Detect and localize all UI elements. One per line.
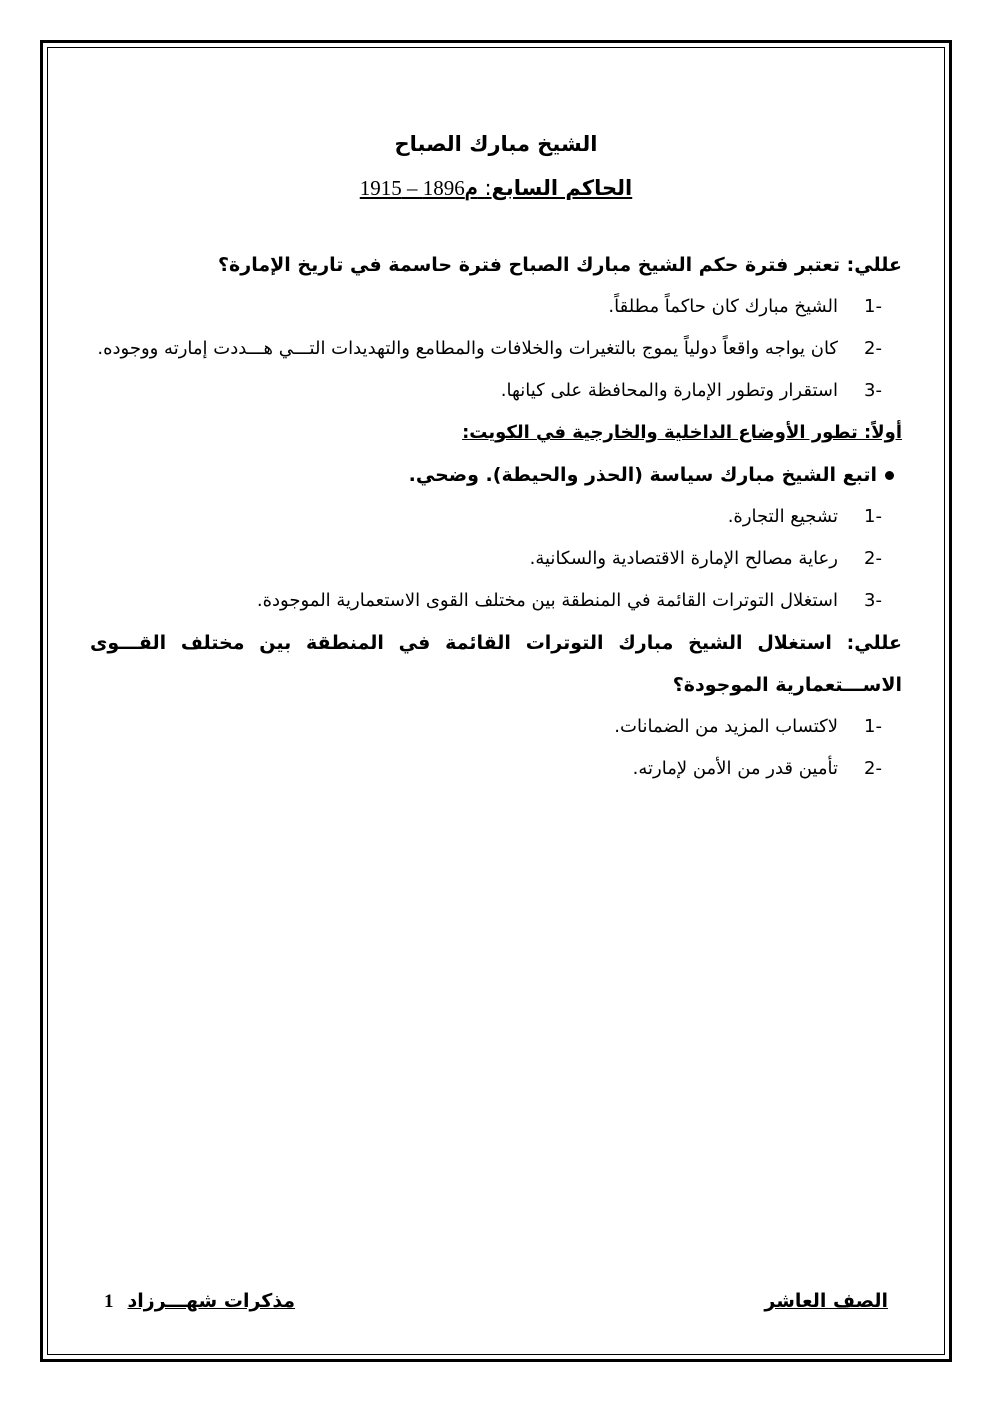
answers-list-2 (90, 496, 902, 622)
bullet-text: اتبع الشيخ مبارك سياسة (الحذر والحيطة). وضحي. (408, 464, 877, 486)
ruler-subtitle (90, 168, 902, 208)
page-number: 1 (104, 1291, 114, 1312)
list-item (90, 748, 902, 790)
subtitle-label: الحاكم السابع (491, 176, 633, 200)
list-item-number: 3- (864, 380, 882, 401)
list-item-text: رعاية مصالح الإمارة الاقتصادية والسكانية. (529, 548, 838, 569)
footer-brand: مذكرات شهـــرزاد (127, 1290, 296, 1312)
year-dash: – (407, 176, 418, 200)
answers-list-1 (90, 286, 902, 412)
footer-grade: الصف العاشر (764, 1290, 888, 1312)
start-suffix: م (464, 176, 478, 200)
list-item (90, 370, 902, 412)
list-item-text: الشيخ مبارك كان حاكماً مطلقاً. (608, 296, 838, 317)
list-item (90, 286, 902, 328)
reign-years (360, 176, 478, 200)
section-heading-1: أولاً: تطور الأوضاع الداخلية والخارجية في الكويت: (462, 422, 902, 443)
list-item (90, 538, 902, 580)
start-year: 1896 (422, 176, 465, 200)
footer-brand-block (104, 1290, 295, 1313)
list-item-number: 1- (864, 296, 882, 317)
list-item (90, 496, 902, 538)
answers-list-3 (90, 706, 902, 790)
list-item-number: 3- (864, 590, 882, 611)
list-item-number: 2- (864, 548, 882, 569)
page-title: الشيخ مبارك الصباح (394, 132, 598, 156)
list-item-text: استقرار وتطور الإمارة والمحافظة على كيانها. (500, 380, 838, 401)
list-item-text: كان يواجه واقعاً دولياً يموج بالتغيرات والخلافات والمطامع والتهديدات التـــي هـــددت إمارته ووجوده. (97, 338, 838, 359)
list-item-number: 1- (864, 506, 882, 527)
bullet-question (90, 454, 902, 496)
list-item-text: تشجيع التجارة. (727, 506, 838, 527)
list-item (90, 580, 902, 622)
subtitle-colon: : (484, 176, 492, 200)
list-item-number: 1- (864, 716, 882, 737)
bullet-dot-icon (885, 471, 894, 480)
question-1: عللي: تعتبر فترة حكم الشيخ مبارك الصباح فترة حاسمة في تاريخ الإمارة؟ (218, 254, 902, 276)
end-year: 1915 (359, 176, 402, 200)
document-body (90, 120, 902, 790)
list-item (90, 328, 902, 370)
question-2: عللي: استغلال الشيخ مبارك التوترات القائمة في المنطقة بين مختلف القـــوى الاســـتعمارية الموجودة؟ (90, 632, 902, 696)
list-item-number: 2- (864, 338, 882, 359)
list-item-text: تأمين قدر من الأمن لإمارته. (632, 758, 838, 779)
list-item-text: استغلال التوترات القائمة في المنطقة بين مختلف القوى الاستعمارية الموجودة. (256, 590, 838, 611)
subtitle-underlined (360, 176, 632, 200)
list-item-text: لاكتساب المزيد من الضمانات. (614, 716, 838, 737)
list-item-number: 2- (864, 758, 882, 779)
list-item (90, 706, 902, 748)
